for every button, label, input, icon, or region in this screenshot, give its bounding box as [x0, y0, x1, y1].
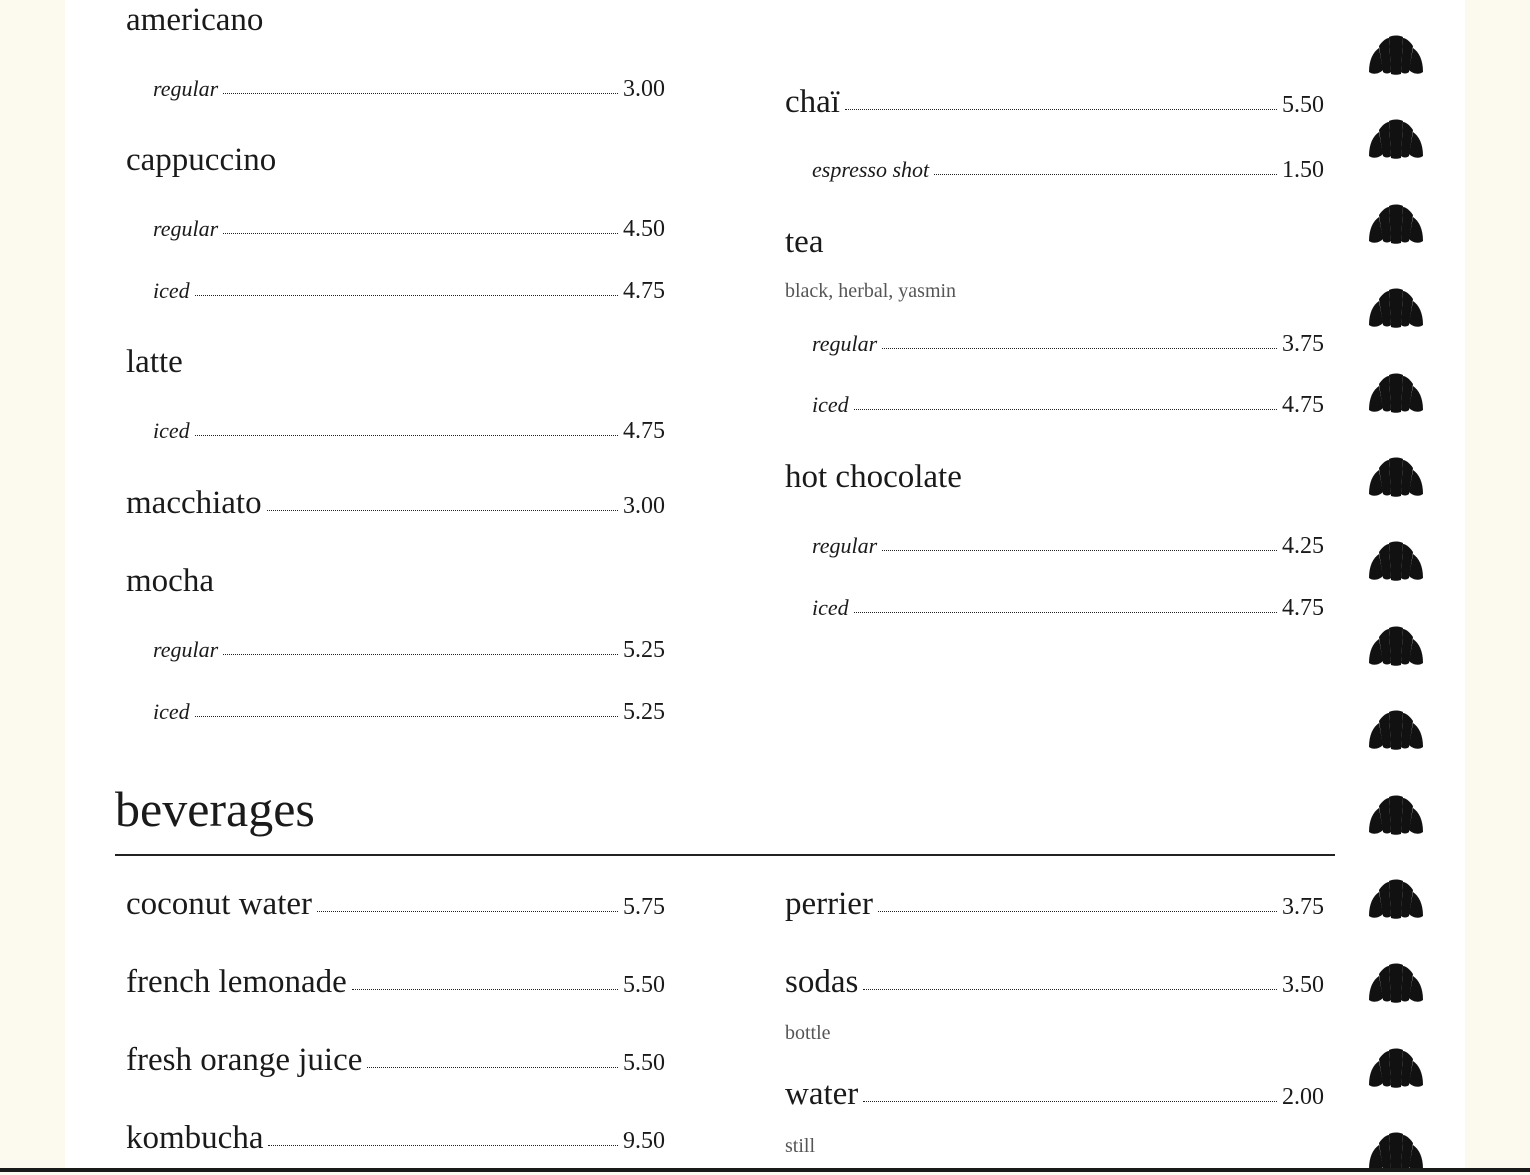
- croissant-icon: [1367, 285, 1425, 331]
- section-title-beverages: beverages: [115, 781, 315, 837]
- leader-dots: [367, 1067, 618, 1068]
- item-note: bottle: [785, 1022, 831, 1044]
- size-row: [812, 393, 1324, 417]
- menu-item-latte: [126, 346, 665, 379]
- item-price: 5.75: [623, 894, 665, 920]
- item-name: americano: [126, 2, 264, 38]
- size-row: [153, 700, 665, 724]
- menu-item-tea: [785, 226, 1324, 259]
- size-label: regular: [153, 216, 219, 241]
- size-label: iced: [153, 418, 190, 443]
- leader-dots: [223, 233, 618, 234]
- menu-page: [65, 0, 1465, 1168]
- size-row: [153, 77, 665, 101]
- size-row: [812, 332, 1324, 356]
- coffee-left-column: [126, 0, 665, 760]
- leader-dots: [845, 109, 1277, 110]
- addon-label: espresso shot: [812, 157, 930, 182]
- leader-dots: [854, 612, 1277, 613]
- item-name: macchiato: [126, 485, 262, 521]
- leader-dots: [195, 295, 618, 296]
- size-label: iced: [812, 595, 849, 620]
- section-divider: [115, 854, 1335, 856]
- item-note: still: [785, 1135, 816, 1157]
- item-name: mocha: [126, 563, 214, 599]
- menu-item-fresh-orange-juice: [126, 1044, 665, 1077]
- leader-dots: [882, 348, 1277, 349]
- menu-item-perrier: [785, 888, 1324, 921]
- item-name: coconut water: [126, 886, 312, 922]
- menu-item-americano: [126, 4, 665, 37]
- leader-dots: [268, 1145, 618, 1146]
- item-name: tea: [785, 224, 824, 260]
- item-price: 3.75: [1282, 894, 1324, 920]
- item-note: black, herbal, yasmin: [785, 280, 957, 302]
- croissant-icon: [1367, 201, 1425, 247]
- leader-dots: [195, 435, 618, 436]
- item-price: 3.75: [1282, 331, 1324, 357]
- leader-dots: [934, 174, 1277, 175]
- leader-dots: [878, 911, 1277, 912]
- beverages-left-column: [126, 880, 665, 1168]
- menu-item-french-lemonade: [126, 966, 665, 999]
- item-price: 5.25: [623, 699, 665, 725]
- item-price: 5.50: [623, 972, 665, 998]
- menu-item-water: [785, 1078, 1324, 1111]
- menu-item-coconut-water: [126, 888, 665, 921]
- menu-item-macchiato: [126, 487, 665, 520]
- item-price: 4.25: [1282, 533, 1324, 559]
- item-price: 4.50: [623, 216, 665, 242]
- croissant-icon: [1367, 1045, 1425, 1091]
- leader-dots: [882, 550, 1277, 551]
- item-price: 3.00: [623, 76, 665, 102]
- item-price: 4.75: [623, 278, 665, 304]
- item-name: fresh orange juice: [126, 1042, 363, 1078]
- leader-dots: [352, 989, 618, 990]
- croissant-icon: [1367, 792, 1425, 838]
- item-name: cappuccino: [126, 142, 277, 178]
- addon-price: 1.50: [1282, 157, 1324, 183]
- size-label: iced: [812, 392, 849, 417]
- item-name: water: [785, 1076, 859, 1112]
- size-label: regular: [812, 533, 878, 558]
- size-label: regular: [812, 331, 878, 356]
- item-name: sodas: [785, 964, 859, 1000]
- size-row: [153, 217, 665, 241]
- item-price: 5.50: [623, 1050, 665, 1076]
- coffee-right-column: [785, 0, 1324, 760]
- leader-dots: [223, 93, 618, 94]
- size-row: [153, 279, 665, 303]
- beverages-right-column: [785, 880, 1324, 1168]
- leader-dots: [854, 409, 1277, 410]
- size-label: iced: [153, 278, 190, 303]
- bottom-border: [0, 1168, 1530, 1172]
- menu-item-cappuccino: [126, 144, 665, 177]
- croissant-icon: [1367, 876, 1425, 922]
- leader-dots: [195, 716, 618, 717]
- croissant-icon: [1367, 538, 1425, 584]
- croissant-icon: [1367, 454, 1425, 500]
- size-label: regular: [153, 637, 219, 662]
- item-name: latte: [126, 344, 183, 380]
- item-price: 9.50: [623, 1128, 665, 1154]
- croissant-icon: [1367, 32, 1425, 78]
- item-price: 5.50: [1282, 92, 1324, 118]
- item-name: hot chocolate: [785, 459, 962, 495]
- croissant-icon: [1367, 370, 1425, 416]
- size-label: iced: [153, 699, 190, 724]
- menu-item-chai: [785, 86, 1324, 119]
- croissant-icon: [1367, 707, 1425, 753]
- item-name: perrier: [785, 886, 873, 922]
- item-name: kombucha: [126, 1120, 264, 1156]
- menu-item-hot-chocolate: [785, 461, 1324, 494]
- item-price: 4.75: [623, 418, 665, 444]
- size-row: [812, 534, 1324, 558]
- menu-item-sodas: [785, 966, 1324, 999]
- size-row: [153, 419, 665, 443]
- addon-row: [812, 158, 1324, 182]
- croissant-icon: [1367, 623, 1425, 669]
- menu-item-kombucha: [126, 1122, 665, 1155]
- size-label: regular: [153, 76, 219, 101]
- size-row: [153, 638, 665, 662]
- leader-dots: [863, 989, 1277, 990]
- croissant-icon: [1367, 960, 1425, 1006]
- size-row: [812, 596, 1324, 620]
- leader-dots: [267, 510, 618, 511]
- leader-dots: [863, 1101, 1277, 1102]
- item-price: 3.00: [623, 493, 665, 519]
- leader-dots: [317, 911, 618, 912]
- item-price: 4.75: [1282, 595, 1324, 621]
- item-price: 4.75: [1282, 392, 1324, 418]
- menu-item-mocha: [126, 565, 665, 598]
- leader-dots: [223, 654, 618, 655]
- croissant-icon: [1367, 116, 1425, 162]
- item-name: french lemonade: [126, 964, 347, 1000]
- item-price: 2.00: [1282, 1084, 1324, 1110]
- item-name: chaï: [785, 84, 840, 120]
- item-price: 3.50: [1282, 972, 1324, 998]
- item-price: 5.25: [623, 637, 665, 663]
